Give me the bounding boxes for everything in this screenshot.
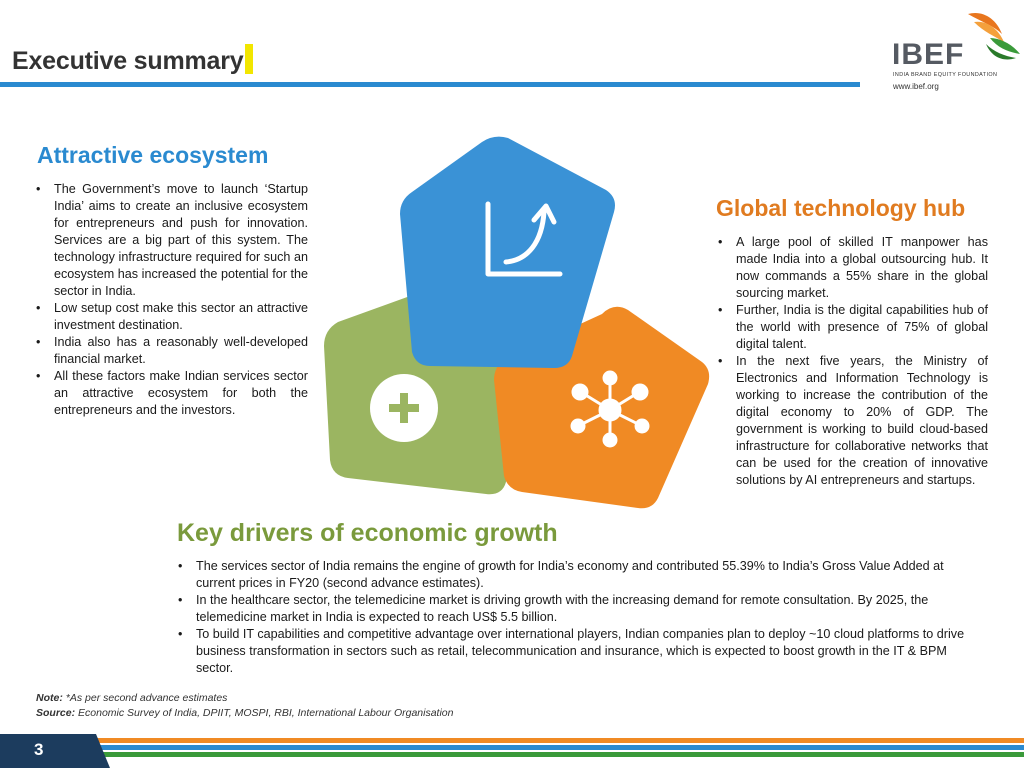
- tech-hub-bullet: • A large pool of skilled IT manpower has made India into a global outsourcing hub. It now commands a 55% share in the global sourcing market.: [716, 234, 988, 302]
- source-label: Source:: [36, 707, 76, 719]
- page-number: 3: [34, 740, 44, 759]
- note-text: *As per second advance estimates: [62, 692, 228, 704]
- notes-block: [36, 691, 453, 721]
- drivers-bullet: • The services sector of India remains the engine of growth for India’s economy and contributed 55.39% to India’s Gross Value Added at current prices in FY20 (second advance estimates).: [176, 558, 970, 592]
- ecosystem-bullet: • All these factors make Indian services sector an attractive ecosystem for both the entrepreneurs and the investors.: [34, 368, 308, 419]
- note-label: Note:: [36, 692, 63, 704]
- title-marker: [245, 44, 253, 74]
- ecosystem-bullet: • India also has a reasonably well-developed financial market.: [34, 334, 308, 368]
- plus-icon: [370, 374, 438, 442]
- ecosystem-bullets: [34, 181, 308, 419]
- footer-bar: [0, 734, 1024, 768]
- tech-hub-bullet: • Further, India is the digital capabilities hub of the world with presence of 75% of global digital talent.: [716, 302, 988, 353]
- tech-hub-heading: Global technology hub: [716, 195, 966, 221]
- source-line: [36, 706, 453, 721]
- source-text: Economic Survey of India, DPIIT, MOSPI, RBI, International Labour Organisation: [75, 707, 454, 719]
- drivers-bullets: [176, 558, 970, 677]
- title-underline: [0, 82, 860, 87]
- drivers-bullet: • In the healthcare sector, the telemedicine market is driving growth with the increasing demand for remote consultation. By 2025, the telemedicine market in India is expected to reach US$ 5.5 billion.: [176, 592, 970, 626]
- ecosystem-heading: Attractive ecosystem: [37, 142, 269, 168]
- ecosystem-bullet: • The Government’s move to launch ‘Startup India’ aims to create an inclusive ecosystem for entrepreneurs and push for innovation. Services are a big part of this system. The technology infrastructure required for such an ecosystem has increased the potential for the sector in India.: [34, 181, 308, 300]
- logo-wordmark: IBEF: [892, 38, 965, 71]
- page-title: [12, 44, 253, 76]
- page-title-text: Executive summary: [12, 47, 244, 75]
- tech-hub-bullet: • In the next five years, the Ministry of Electronics and Information Technology is working to increase the contribution of the digital economy to 20% of GDP. The government is working to build cloud-based infrastructure for collaborative networks that can be used for the creation of innovative solutions by AI entrepreneurs and startups.: [716, 353, 988, 489]
- ecosystem-bullet: • Low setup cost make this sector an attractive investment destination.: [34, 300, 308, 334]
- note-line: [36, 691, 453, 706]
- logo-tagline: INDIA BRAND EQUITY FOUNDATION: [893, 72, 998, 78]
- tech-hub-bullets: [716, 234, 988, 489]
- ibef-logo: [890, 8, 1024, 98]
- logo-url: www.ibef.org: [893, 82, 939, 91]
- pentagon-graphic: [318, 130, 714, 524]
- drivers-bullet: • To build IT capabilities and competitive advantage over international players, Indian companies plan to deploy ~10 cloud platforms to drive business transformation in sectors such as retail, telecommunication and insurance, which is expected to boost growth in the IT & BPM sector.: [176, 626, 970, 677]
- drivers-heading: Key drivers of economic growth: [177, 519, 558, 547]
